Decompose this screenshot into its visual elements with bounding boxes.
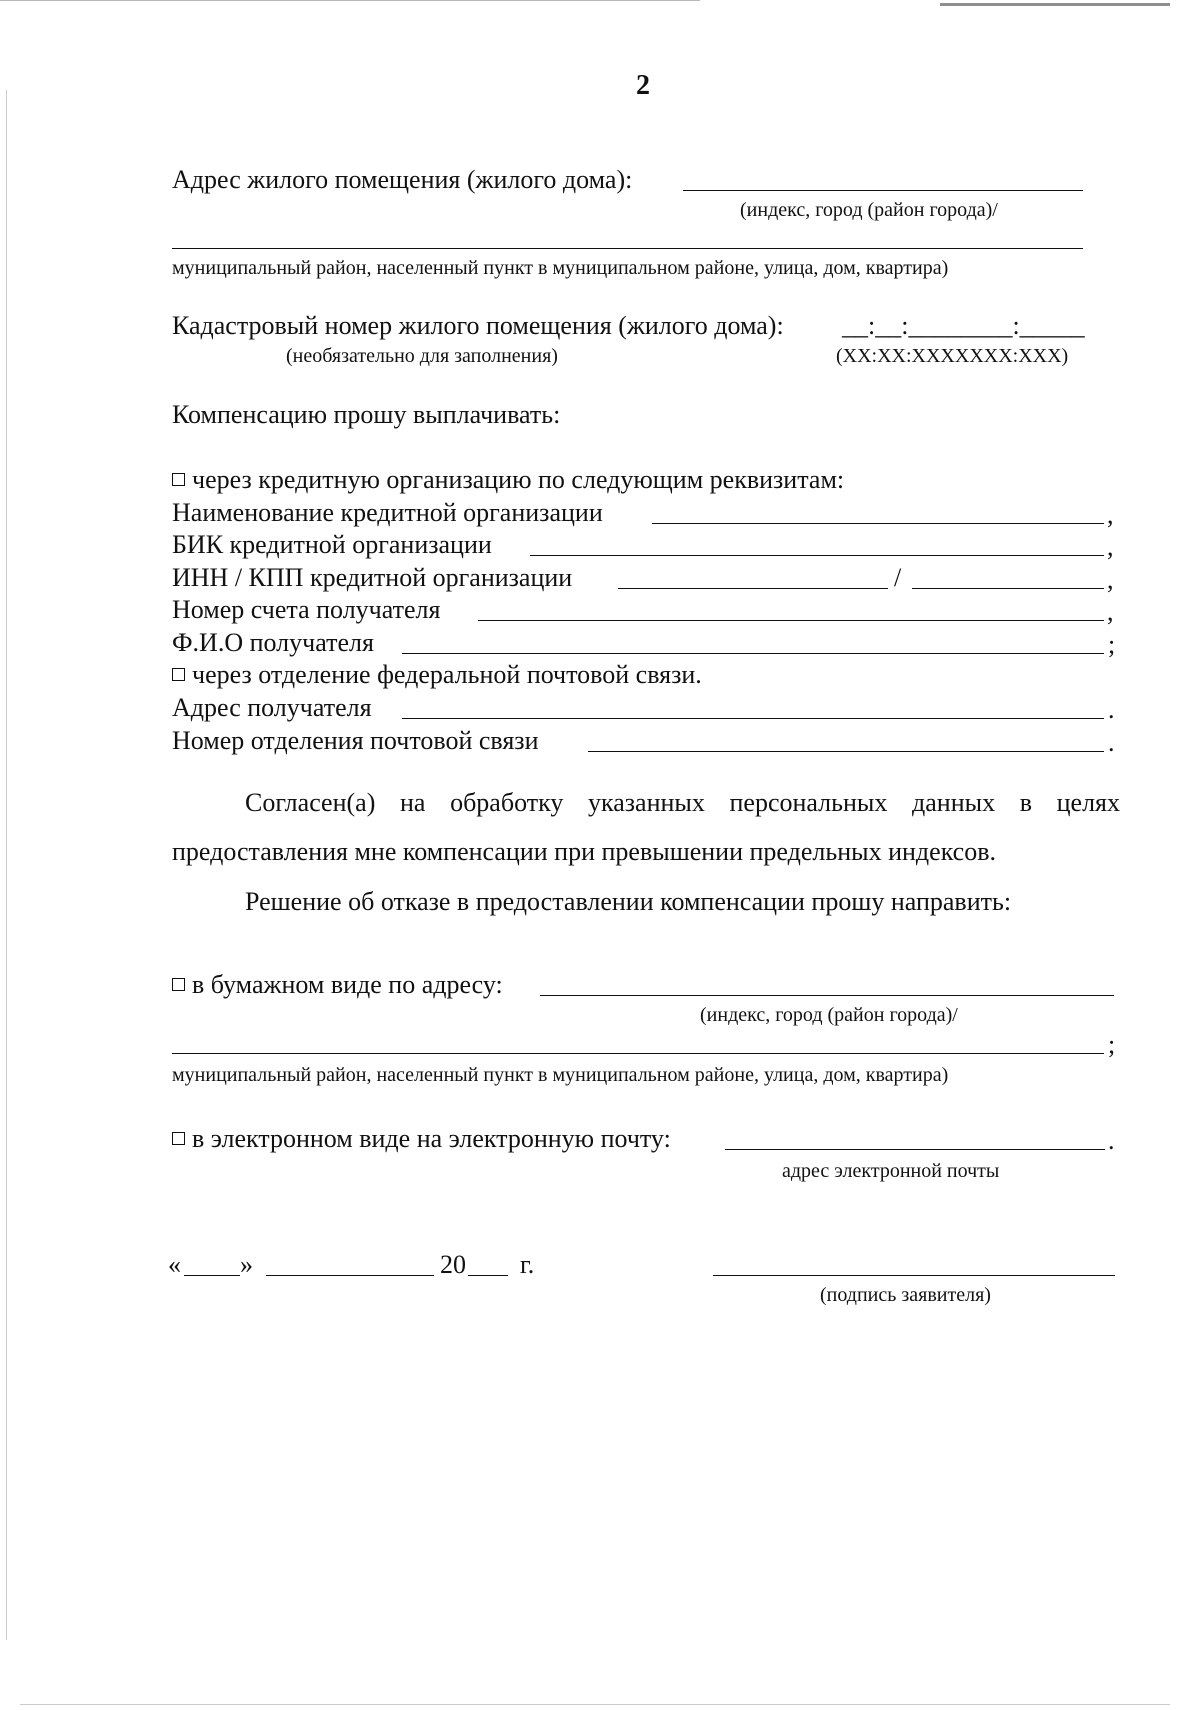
post-office-period: . (1108, 728, 1115, 757)
cadastral-template[interactable]: __:__:________:_____ (842, 311, 1085, 340)
paper-option (172, 970, 503, 1000)
scan-artifact-left-edge (6, 90, 7, 1640)
recipient-address-label: Адрес получателя (172, 693, 372, 722)
bik-comma: , (1107, 532, 1114, 561)
paper-address-line-1[interactable] (540, 995, 1114, 996)
cadastral-label: Кадастровый номер жилого помещения (жилого дома): (172, 311, 784, 340)
date-day-line[interactable] (184, 1275, 240, 1276)
bank-option-checkbox[interactable] (172, 473, 185, 486)
post-option (172, 660, 702, 690)
bank-name-label: Наименование кредитной организации (172, 498, 603, 527)
recipient-label: Ф.И.О получателя (172, 628, 374, 657)
account-comma: , (1107, 597, 1114, 626)
refusal-heading: Решение об отказе в предоставлении компенсации прошу направить: (245, 887, 1012, 916)
date-close-quote: » (240, 1250, 253, 1279)
paper-hint-2: муниципальный район, населенный пункт в муниципальном районе, улица, дом, квартира) (172, 1064, 949, 1086)
email-line[interactable] (725, 1149, 1105, 1150)
paper-hint-1: (индекс, город (район города)/ (700, 1004, 958, 1026)
date-open-quote: « (168, 1250, 181, 1279)
post-option-label: через отделение федеральной почтовой связи. (192, 660, 702, 689)
cadastral-optional-note: (необязательно для заполнения) (286, 345, 558, 367)
scan-artifact-top-left (0, 0, 700, 1)
email-option-checkbox[interactable] (172, 1132, 185, 1145)
paper-semicolon: ; (1108, 1030, 1116, 1059)
bik-label: БИК кредитной организации (172, 530, 492, 559)
date-month-line[interactable] (266, 1275, 434, 1276)
bik-line[interactable] (530, 555, 1104, 556)
inn-kpp-comma: , (1107, 565, 1114, 594)
date-year-suffix: г. (520, 1250, 535, 1279)
post-office-line[interactable] (588, 751, 1104, 752)
bank-option (172, 465, 844, 495)
address-hint-1: (индекс, город (район города)/ (740, 199, 998, 221)
page-number: 2 (636, 70, 650, 101)
recipient-semicolon: ; (1108, 630, 1116, 659)
inn-line[interactable] (618, 588, 888, 589)
cadastral-format: (XX:XX:XXXXXXX:XXX) (836, 345, 1069, 367)
kpp-line[interactable] (912, 588, 1104, 589)
inn-kpp-label: ИНН / КПП кредитной организации (172, 563, 573, 592)
bank-name-line[interactable] (652, 523, 1104, 524)
bank-name-comma: , (1107, 500, 1114, 529)
inn-kpp-separator: / (894, 563, 902, 592)
signature-line[interactable] (713, 1275, 1115, 1276)
scan-artifact-top-right (940, 3, 1170, 6)
recipient-address-period: . (1108, 695, 1115, 724)
address-label: Адрес жилого помещения (жилого дома): (172, 165, 633, 194)
post-option-checkbox[interactable] (172, 668, 185, 681)
address-hint-2: муниципальный район, населенный пункт в муниципальном районе, улица, дом, квартира) (172, 257, 949, 279)
signature-hint: (подпись заявителя) (820, 1284, 991, 1306)
paper-address-line-2[interactable] (172, 1053, 1104, 1054)
recipient-line[interactable] (402, 653, 1104, 654)
consent-line-2: предоставления мне компенсации при превышении предельных индексов. (172, 837, 996, 866)
email-option-label: в электронном виде на электронную почту: (192, 1124, 671, 1153)
scan-artifact-bottom (20, 1704, 1170, 1705)
paper-option-checkbox[interactable] (172, 978, 185, 991)
email-period: . (1108, 1126, 1115, 1155)
account-line[interactable] (478, 620, 1104, 621)
payment-heading: Компенсацию прошу выплачивать: (172, 400, 561, 429)
paper-option-label: в бумажном виде по адресу: (192, 970, 503, 999)
consent-line-1: Согласен(а) на обработку указанных персональных данных в целях (245, 788, 1120, 817)
email-option (172, 1124, 671, 1154)
address-line-2[interactable] (172, 248, 1083, 249)
recipient-address-line[interactable] (402, 718, 1104, 719)
address-line-1[interactable] (683, 190, 1083, 191)
post-office-label: Номер отделения почтовой связи (172, 726, 539, 755)
date-year-prefix: 20 (440, 1250, 466, 1279)
account-label: Номер счета получателя (172, 595, 441, 624)
date-year-line[interactable] (468, 1275, 508, 1276)
bank-option-label: через кредитную организацию по следующим реквизитам: (192, 465, 845, 494)
email-hint: адрес электронной почты (782, 1160, 1000, 1182)
